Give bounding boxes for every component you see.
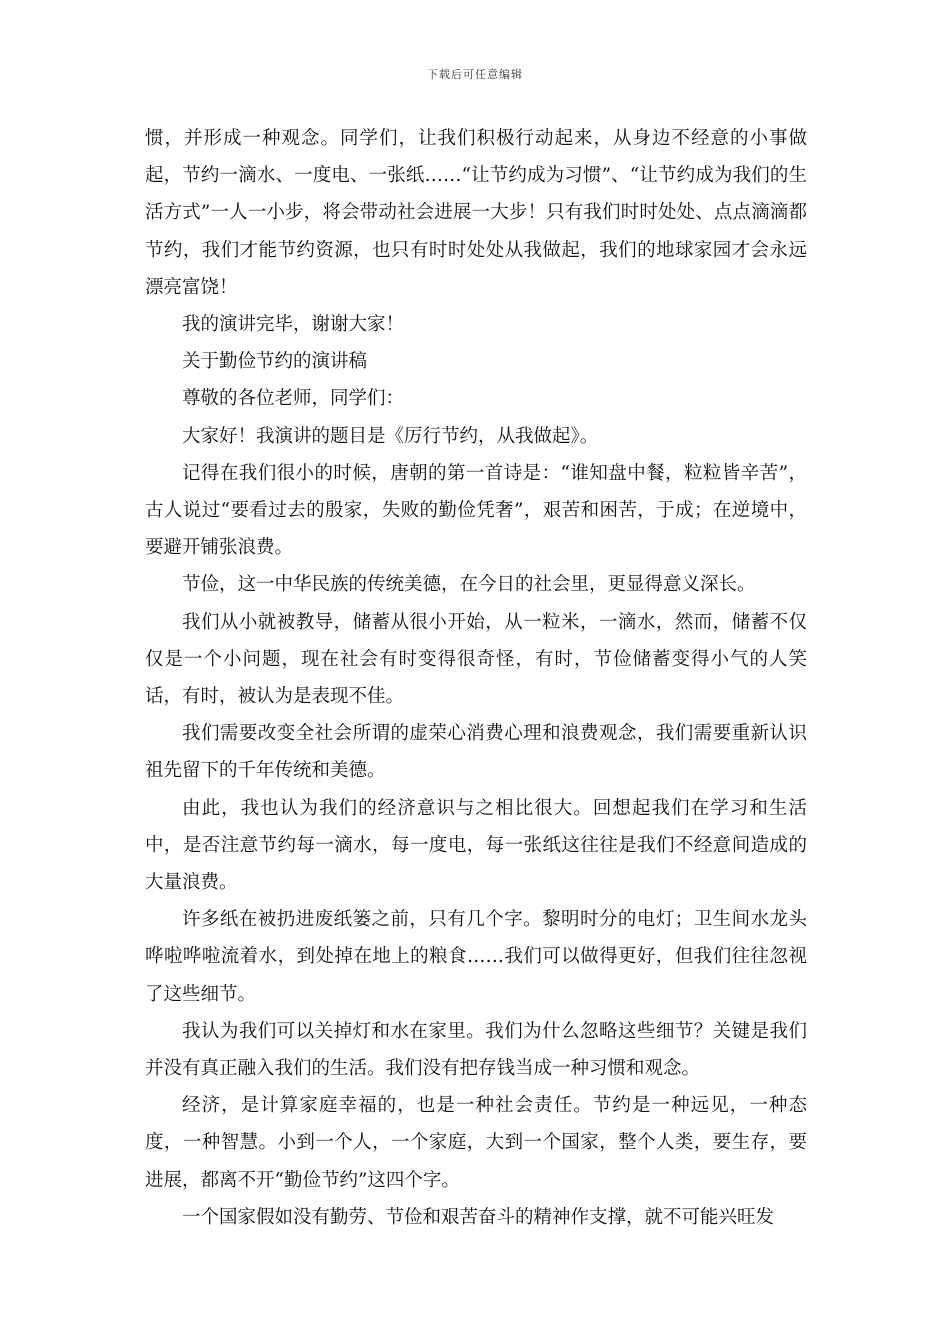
paragraph: 许多纸在被扔进废纸篓之前，只有几个字。黎明时分的电灯；卫生间水龙头哗啦哗啦流着水，到处掉在地上的粮食……我们可以做得更好，但我们往往忽视了这些细节。 <box>145 909 807 1005</box>
paragraph: 惯，并形成一种观念。同学们，让我们积极行动起来，从身边不经意的小事做起，节约一滴水、一度电、一张纸……“让节约成为习惯”、“让节约成为我们的生活方式”一人一小步，将会带动社会进展一大步！只有我们时时处处、点点滴滴都节约，我们才能节约资源，也只有时时处处从我做起，我们的地球家园才会永远漂亮富饶！ <box>145 128 807 298</box>
paragraph: 经济，是计算家庭幸福的，也是一种社会责任。节约是一种远见，一种态度，一种智慧。小到一个人，一个家庭，大到一个国家，整个人类，要生存，要进展，都离不开“勤俭节约”这四个字。 <box>145 1095 807 1191</box>
paragraph: 一个国家假如没有勤劳、节俭和艰苦奋斗的精神作支撑，就不可能兴旺发 <box>182 1206 775 1228</box>
paragraph: 由此，我也认为我们的经济意识与之相比很大。回想起我们在学习和生活中，是否注意节约每一滴水，每一度电，每一张纸这往往是我们不经意间造成的大量浪费。 <box>145 797 807 894</box>
paragraph: 我们需要改变全社会所谓的虚荣心消费心理和浪费观念，我们需要重新认识祖先留下的千年传统和美德。 <box>145 723 807 782</box>
paragraph: 我们从小就被教导，储蓄从很小开始，从一粒米，一滴水，然而，储蓄不仅仅是一个小问题，现在社会有时变得很奇怪，有时，节俭储蓄变得小气的人笑话，有时，被认为是表现不佳。 <box>145 611 807 708</box>
page-header: 下载后可任意编辑 <box>427 68 523 81</box>
paragraph: 关于勤俭节约的演讲稿 <box>182 351 368 373</box>
paragraph: 大家好！我演讲的题目是《厉行节约，从我做起》。 <box>182 425 599 447</box>
paragraph: 尊敬的各位老师，同学们： <box>182 388 405 410</box>
paragraph: 记得在我们很小的时候，唐朝的第一首诗是：“谁知盘中餐，粒粒皆辛苦”，古人说过“要看过去的殷家，失败的勤俭凭奢”，艰苦和困苦，于成；在逆境中，要避开铺张浪费。 <box>145 462 807 559</box>
paragraph: 我认为我们可以关掉灯和水在家里。我们为什么忽略这些细节？关键是我们并没有真正融入我们的生活。我们没有把存钱当成一种习惯和观念。 <box>145 1020 807 1080</box>
paragraph: 我的演讲完毕，谢谢大家！ <box>182 314 405 336</box>
document-body <box>145 120 807 1236</box>
paragraph: 节俭，这一中华民族的传统美德，在今日的社会里，更显得意义深长。 <box>182 574 756 596</box>
